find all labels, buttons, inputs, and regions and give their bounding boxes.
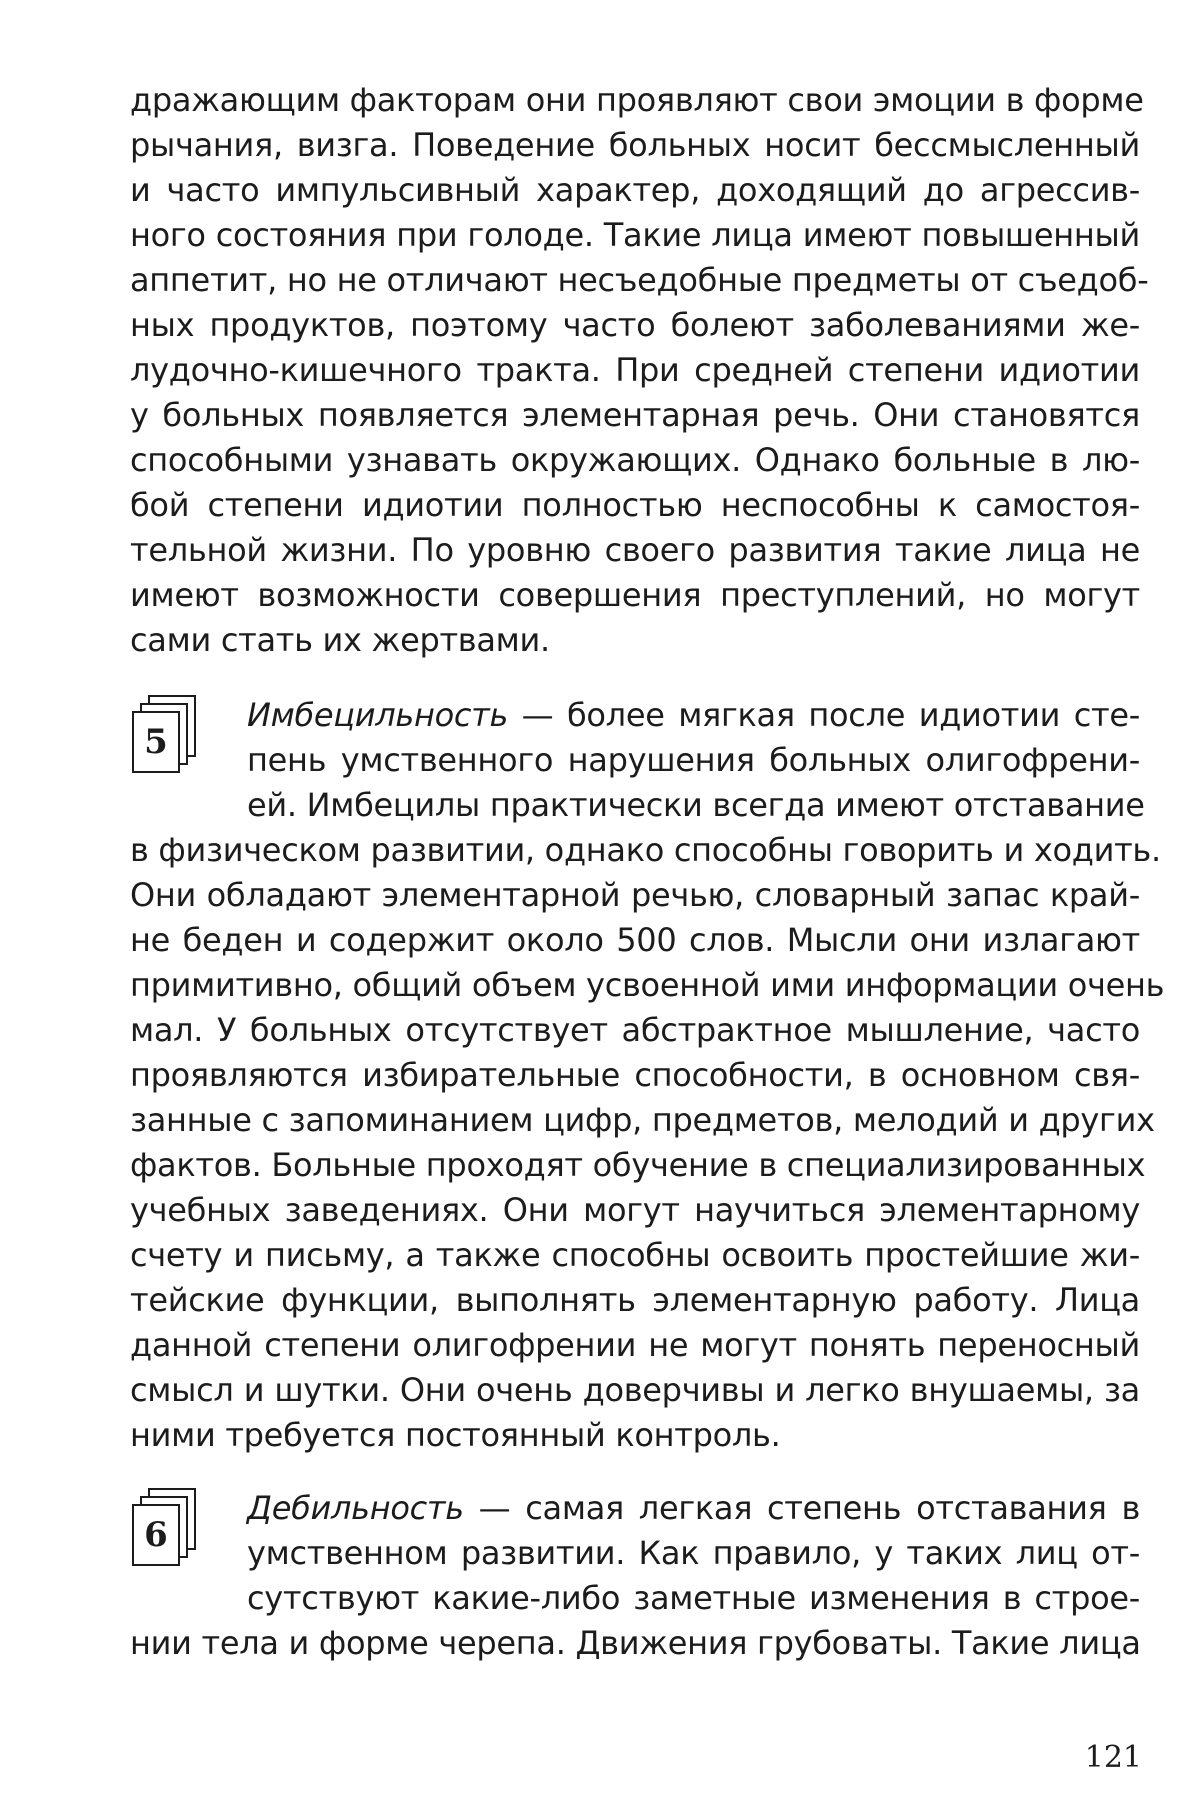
text-line: мал. У больных отсутствует абстрактное мышление, часто [130, 1011, 1140, 1049]
text-line: смысл и шутки. Они очень доверчивы и легко внушаемы, за [130, 1371, 1140, 1409]
term-debility: Дебильность [247, 1489, 464, 1527]
text-line: проявляются избирательные способности, в основном свя- [130, 1056, 1140, 1094]
text-line: сами стать их жертвами. [130, 621, 550, 659]
text-line: счету и письму, а также способны освоить простейшие жи- [130, 1236, 1140, 1274]
text-line: у больных появляется элементарная речь. Они становятся [130, 396, 1140, 434]
text-line: ного состояния при голоде. Такие лица имеют повышенный [130, 216, 1140, 254]
text-line: фактов. Больные проходят обучение в специализированных [130, 1146, 1146, 1184]
text-line: данной степени олигофрении не могут понять переносный [130, 1326, 1140, 1364]
text-line: в физическом развитии, однако способны говорить и ходить. [130, 831, 1161, 869]
text-line: дражающим факторам они проявляют свои эмоции в форме [130, 81, 1144, 119]
text-run: — более мягкая после идиотии сте- [508, 696, 1140, 734]
text-line: нии тела и форме черепа. Движения грубоваты. Такие лица [130, 1624, 1141, 1662]
text-line: ных продуктов, поэтому часто болеют заболеваниями же- [130, 306, 1140, 344]
text-line: не беден и содержит около 500 слов. Мысли они излагают [130, 921, 1140, 959]
section-marker-number: 6 [132, 1504, 180, 1566]
text-line: сутствуют какие-либо заметные изменения в строе- [247, 1579, 1140, 1617]
text-line: имеют возможности совершения преступлений, но могут [130, 576, 1140, 614]
section-marker-5-icon [128, 695, 198, 777]
section-marker-number: 5 [132, 711, 180, 773]
section-marker-6-icon [128, 1488, 198, 1570]
term-imbecility: Имбецильность [247, 696, 509, 734]
text-line: аппетит, но не отличают несъедобные предметы от съедоб- [130, 261, 1149, 299]
text-line: тейские функции, выполнять элементарную работу. Лица [130, 1281, 1140, 1319]
text-line: ей. Имбецилы практически всегда имеют отставание [247, 786, 1145, 824]
text-line: пень умственного нарушения больных олигофрени- [247, 741, 1140, 779]
text-line: лудочно-кишечного тракта. При средней степени идиотии [130, 351, 1140, 389]
text-line: занные с запоминанием цифр, предметов, мелодий и других [130, 1101, 1155, 1139]
section-first-line [247, 695, 1140, 735]
text-line: рычания, визга. Поведение больных носит бессмысленный [130, 126, 1140, 164]
text-line: умственном развитии. Как правило, у таких лиц от- [247, 1534, 1140, 1572]
page-number: 121 [1084, 1740, 1142, 1775]
text-line: и часто импульсивный характер, доходящий до агрессив- [130, 171, 1140, 209]
text-line: ними требуется постоянный контроль. [130, 1416, 781, 1454]
text-line: бой степени идиотии полностью неспособны к самостоя- [130, 486, 1140, 524]
section-first-line [247, 1488, 1140, 1528]
text-run: — самая легкая степень отставания в [463, 1489, 1140, 1527]
text-line: тельной жизни. По уровню своего развития такие лица не [130, 531, 1140, 569]
text-line: способными узнавать окружающих. Однако больные в лю- [130, 441, 1140, 479]
text-line: примитивно, общий объем усвоенной ими информации очень [130, 966, 1165, 1004]
text-line: учебных заведениях. Они могут научиться элементарному [130, 1191, 1140, 1229]
text-line: Они обладают элементарной речью, словарный запас край- [130, 876, 1140, 914]
